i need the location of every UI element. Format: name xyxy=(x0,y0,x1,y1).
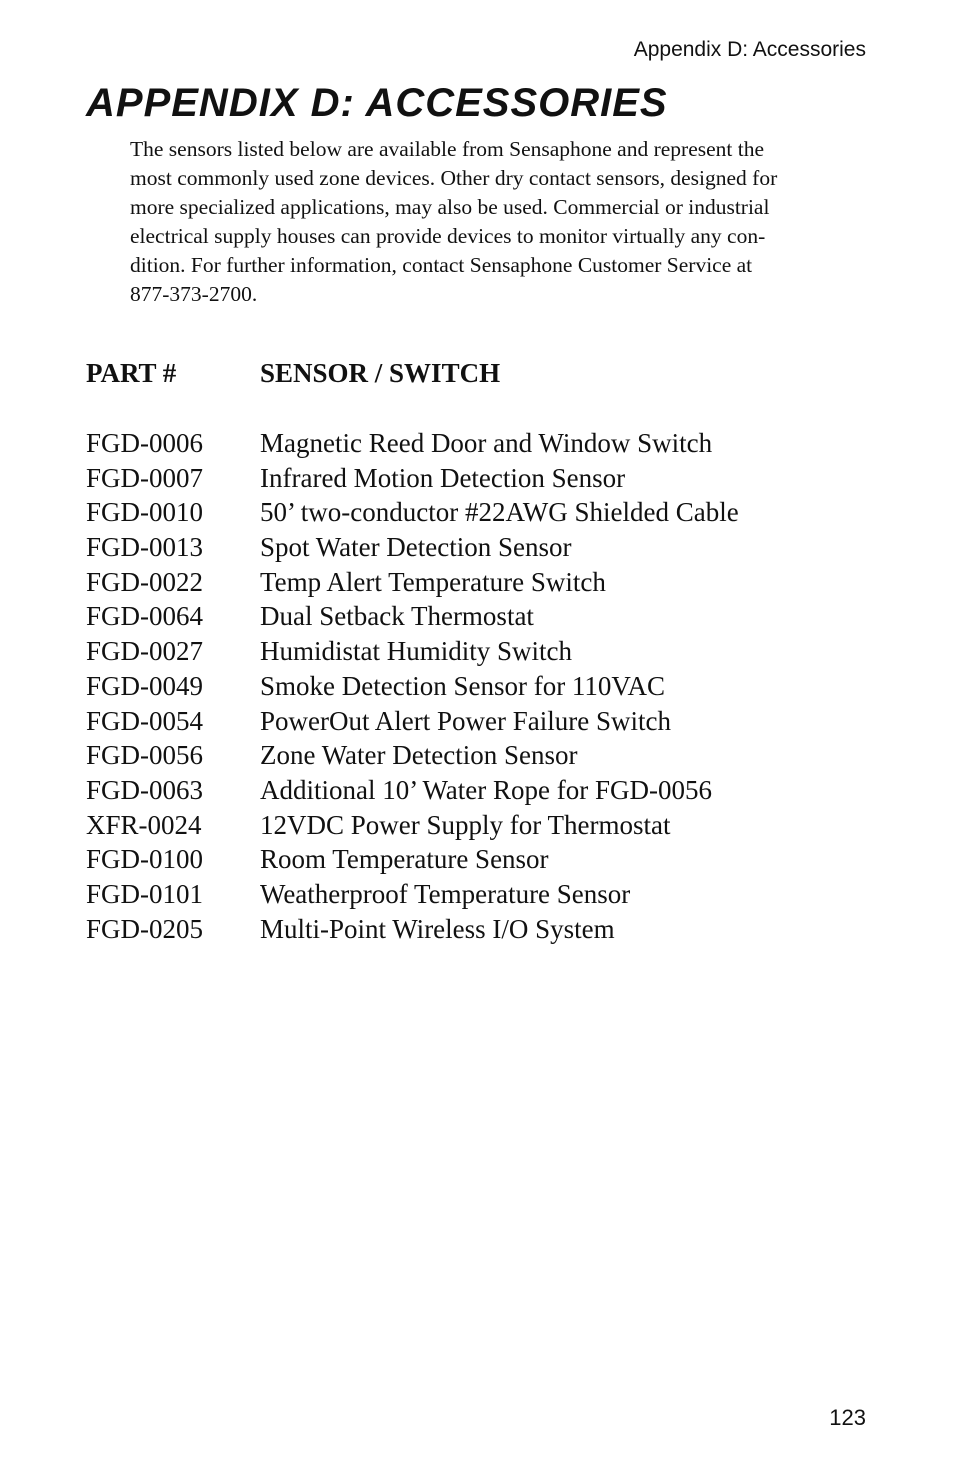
sensor-description: Dual Setback Thermostat xyxy=(260,601,534,632)
part-number: FGD-0006 xyxy=(86,428,204,458)
sensor-description: Smoke Detection Sensor for 110VAC xyxy=(260,670,665,701)
sensor-switch-header: SENSOR / SWITCH xyxy=(260,358,501,388)
sensor-description: 12VDC Power Supply for Thermostat xyxy=(260,809,671,840)
part-number: FGD-0049 xyxy=(86,670,204,701)
part-number: FGD-0027 xyxy=(86,636,204,667)
sensor-description: Weatherproof Temperature Sensor xyxy=(260,878,631,909)
part-number: FGD-0054 xyxy=(86,705,204,736)
table-row xyxy=(86,669,886,704)
sensor-description: Infrared Motion Detection Sensor xyxy=(260,462,626,493)
sensor-description: Magnetic Reed Door and Window Switch xyxy=(260,428,713,458)
table-row xyxy=(86,565,886,600)
sensor-description: Room Temperature Sensor xyxy=(260,844,549,875)
table-row xyxy=(86,773,886,808)
table-row xyxy=(86,912,886,947)
parts-table xyxy=(86,356,886,946)
part-number: FGD-0064 xyxy=(86,601,204,632)
sensor-description: Zone Water Detection Sensor xyxy=(260,740,578,771)
page-title: APPENDIX D: ACCESSORIES xyxy=(86,81,668,125)
table-row xyxy=(86,426,886,461)
sensor-description: PowerOut Alert Power Failure Switch xyxy=(260,705,671,736)
part-number: FGD-0100 xyxy=(86,844,204,875)
table-row xyxy=(86,530,886,565)
intro-paragraph xyxy=(130,135,870,309)
sensor-description: Humidistat Humidity Switch xyxy=(260,636,573,667)
table-row xyxy=(86,808,886,843)
intro-line: dition. For further information, contact Sensaphone Customer Service at xyxy=(130,253,753,277)
table-row xyxy=(86,634,886,669)
part-number: FGD-0022 xyxy=(86,566,204,597)
parts-list xyxy=(86,426,886,946)
part-number: FGD-0101 xyxy=(86,878,204,909)
table-row xyxy=(86,495,886,530)
running-head: Appendix D: Accessories xyxy=(633,38,866,61)
sensor-description: Temp Alert Temperature Switch xyxy=(260,566,606,597)
intro-line: 877-373-2700. xyxy=(130,282,258,306)
part-number: FGD-0007 xyxy=(86,462,204,493)
sensor-description: Multi-Point Wireless I/O System xyxy=(260,913,615,944)
intro-line: electrical supply houses can provide devices to monitor virtually any con- xyxy=(130,224,766,248)
table-row xyxy=(86,738,886,773)
part-number: FGD-0063 xyxy=(86,774,204,805)
page-number: 123 xyxy=(829,1405,866,1430)
table-row xyxy=(86,842,886,877)
table-row xyxy=(86,704,886,739)
parts-table-header xyxy=(86,356,886,391)
sensor-description: 50’ two-conductor #22AWG Shielded Cable xyxy=(260,497,739,528)
intro-line: most commonly used zone devices. Other dry contact sensors, designed for xyxy=(130,166,778,190)
part-number: FGD-0013 xyxy=(86,532,204,563)
sensor-description: Spot Water Detection Sensor xyxy=(260,532,572,563)
table-row xyxy=(86,877,886,912)
intro-line: The sensors listed below are available from Sensaphone and represent the xyxy=(130,137,765,161)
part-number: FGD-0056 xyxy=(86,740,204,771)
part-number: XFR-0024 xyxy=(86,809,202,840)
table-row xyxy=(86,461,886,496)
part-number: FGD-0010 xyxy=(86,497,204,528)
part-number-header: PART # xyxy=(86,358,177,388)
part-number: FGD-0205 xyxy=(86,913,204,944)
table-row xyxy=(86,599,886,634)
sensor-description: Additional 10’ Water Rope for FGD-0056 xyxy=(260,774,712,805)
intro-line: more specialized applications, may also be used. Commercial or industrial xyxy=(130,195,770,219)
